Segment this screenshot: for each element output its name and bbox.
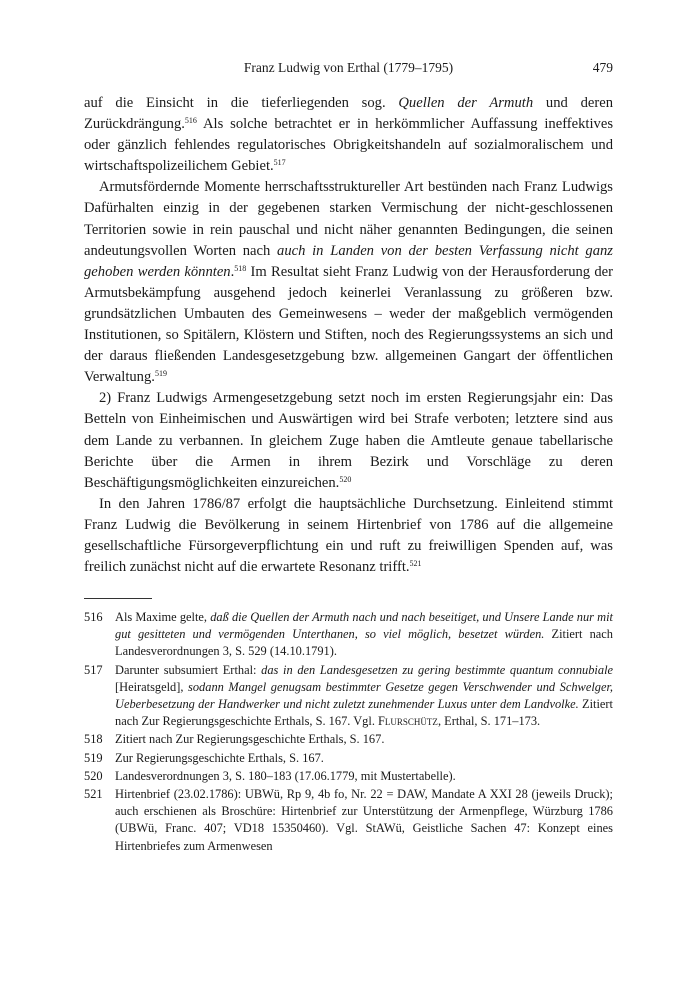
- running-title: Franz Ludwig von Erthal (1779–1795): [243, 60, 454, 75]
- text: Als Maxime gelte,: [115, 610, 211, 624]
- footnote-ref-518[interactable]: 518: [234, 263, 247, 273]
- footnote-number: 521: [84, 787, 103, 802]
- text: 2) Franz Ludwigs Armengesetzgebung setzt noch im ersten Regierungsjahr ein: Das Betteln von Einheimischen und Auswärtigen wird bei Strafe verboten; letztere sind aus dem Lande zu verbannen. In gleichem Zuge haben die Amtleute genaue tabellarische Berichte über die Armen in ihrem Bezirk und Vorschläge zu deren Beschäftigungsmöglichkeiten einzureichen.: [84, 390, 613, 491]
- footnote-number: 520: [84, 768, 103, 783]
- text: Als solche betrachtet er in herkömmlicher Auffassung ineffektives oder gänzlich fehlendes regulatorisches Obrigkeitshandeln auf sozialmoralischem und wirtschaftspolizeilichem Gebiet.: [84, 116, 613, 175]
- text: auf die Einsicht in die tieferliegenden sog.: [84, 95, 399, 111]
- footnote-text: [115, 609, 613, 661]
- footnote-separator: [84, 598, 152, 599]
- footnote-ref-516[interactable]: 516: [184, 116, 197, 126]
- italic-quote: Quellen der Armuth: [398, 95, 534, 111]
- italic-quote: sodann Mangel genugsam bestimmter Gesetze gegen Verschwender und Schwelger, Ueberbesetzung der Handwerker und nicht zuletzt zunehmender Luxus unter dem Landvolke.: [115, 679, 613, 712]
- main-text: [84, 93, 613, 578]
- footnote-ref-517[interactable]: 517: [273, 158, 286, 168]
- footnote-518: [84, 731, 613, 748]
- text: Zitiert nach Zur Regierungsgeschichte Erthals, S. 167. Vgl.: [115, 697, 613, 729]
- footnote-text: Zitiert nach Zur Regierungsgeschichte Erthals, S. 167.: [115, 732, 385, 747]
- footnote-number: 519: [84, 750, 103, 765]
- text: und deren Zurückdrängung.: [84, 95, 613, 133]
- paragraph-3: [84, 388, 613, 493]
- footnote-number: 516: [84, 610, 103, 624]
- footnote-text: [115, 662, 613, 731]
- text: .: [230, 263, 235, 280]
- footnote-text: Zur Regierungsgeschichte Erthals, S. 167.: [115, 750, 324, 765]
- text: Armutsfördernde Momente herrschaftsstruktureller Art bestünden nach Franz Ludwigs Dafürhalten einzig in der gegebenen starken Vermischung der nicht-geschlossenen Territorien sowie in rein pauschal und nicht näher genannten Bedingungen, die seinen andeutungsvollen Worten nach: [84, 179, 613, 259]
- author-name: Flurschütz: [378, 714, 438, 729]
- footnote-number: 518: [84, 732, 103, 747]
- running-header: [84, 60, 613, 82]
- footnote-number: 517: [84, 662, 103, 677]
- text: Darunter subsumiert Erthal:: [115, 662, 262, 677]
- text: [Heiratsgeld],: [115, 679, 189, 694]
- paragraph-2: [84, 177, 613, 388]
- paragraph-4: [84, 494, 613, 578]
- text: , Erthal, S. 171–173.: [437, 714, 541, 729]
- text: Zitiert nach Landesverordnungen 3, S. 529 (14.10.1791).: [115, 627, 613, 659]
- footnote-517: [84, 662, 613, 731]
- text: Im Resultat sieht Franz Ludwig von der Herausforderung der Armutsbekämpfung ausgehend jedoch keinerlei Veranlassung zu größeren bzw. grundsätzlichen Umbauten des Gemeinwesens – weder der maßgeblich vermögenden Institutionen, so Spitälern, Klöstern und Stiften, noch des Regierungssystems an sich und der daraus fließenden Landesgesetzgebung bzw. allgemeinen Gangart der öffentlichen Verwaltung.: [84, 263, 613, 386]
- footnote-text: Landesverordnungen 3, S. 180–183 (17.06.1779, mit Mustertabelle).: [115, 768, 456, 783]
- italic-quote: daß die Quellen der Armuth nach und nach beseitiget, und Unsere Lande nur mit gut gesitteten und vermögenden Unterthanen, so viel möglich, besetzet würden.: [115, 610, 614, 642]
- footnote-521: [84, 786, 613, 855]
- footnote-519: [84, 750, 613, 767]
- footnotes: [84, 609, 613, 856]
- italic-quote: auch in Landen von der besten Verfassung nicht ganz gehoben werden könnten: [84, 242, 613, 280]
- italic-quote: das in den Landesgesetzen zu gering bestimmte quantum connubiale: [261, 662, 614, 677]
- paragraph-1: [84, 93, 613, 177]
- page-number: 479: [592, 60, 613, 75]
- footnote-ref-519[interactable]: 519: [154, 369, 167, 379]
- footnote-ref-521[interactable]: 521: [409, 559, 422, 569]
- footnote-text: Hirtenbrief (23.02.1786): UBWü, Rp 9, 4b fo, Nr. 22 = DAW, Mandate A XXI 28 (jeweils Druck); auch erschienen als Broschüre: Hirtenbrief zur Unterstützung der Armenpflege, Würzburg 1786 (UBWü, Franc. 407; VD18 15350460). Vgl. StAWü, Geistliche Sachen 47: Konzept eines Hirtenbriefes zum Armenwesen: [115, 787, 613, 853]
- footnote-516: [84, 609, 613, 661]
- text: In den Jahren 1786/87 erfolgt die hauptsächliche Durchsetzung. Einleitend stimmt Franz Ludwig die Bevölkerung in seinem Hirtenbrief von 1786 auf die allgemeine gesellschaftliche Fürsorgeverpflichtung ein und ruft zu freiwilligen Spenden auf, was freilich zunächst nicht auf die erwartete Resonanz trifft.: [84, 495, 613, 576]
- footnote-520: [84, 768, 613, 785]
- footnote-ref-520[interactable]: 520: [339, 474, 352, 484]
